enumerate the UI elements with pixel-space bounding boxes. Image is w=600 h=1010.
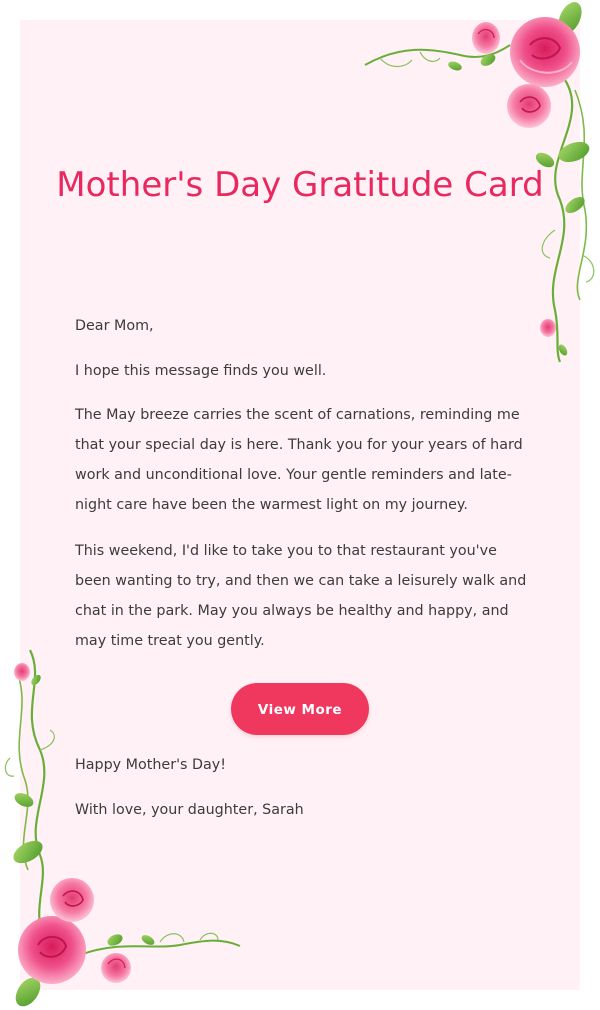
intro-text: I hope this message finds you well. (75, 363, 327, 379)
rose-vine-bottom-left-decoration (0, 640, 245, 1010)
greeting-text: Dear Mom, (75, 318, 154, 334)
closing-line: Happy Mother's Day! (75, 757, 226, 773)
message-paragraph-2: This weekend, I'd like to take you to that restaurant you've been wanting to try, and then we can take a leisurely walk and chat in the park. May you always be healthy and happy, and may time treat you gently. (75, 543, 527, 649)
view-more-button[interactable]: View More (231, 683, 369, 735)
signature-line: With love, your daughter, Sarah (75, 802, 304, 818)
card-title: Mother's Day Gratitude Card (56, 165, 544, 205)
message-paragraph-1: The May breeze carries the scent of carnations, reminding me that your special day is here. Thank you for your years of hard work and unconditional love. Your gentle reminders and late-night care have been the warmest light on my journey. (75, 407, 523, 513)
